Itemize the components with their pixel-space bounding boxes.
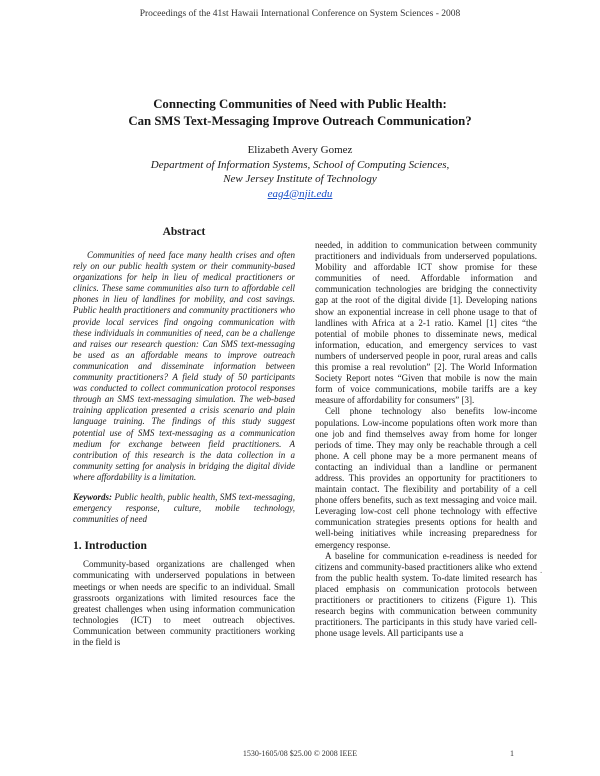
right-column — [315, 240, 537, 639]
paper-title — [40, 96, 560, 130]
author-email-link[interactable]: eag4@njit.edu — [267, 187, 333, 200]
keywords — [73, 492, 295, 525]
author-name: Elizabeth Avery Gomez — [247, 144, 353, 156]
section-heading-introduction: 1. Introduction — [73, 540, 147, 553]
right-paragraph-2: Cell phone technology also benefits low-income populations. Low-income populations often work more than one job and find themselves away from home for longer periods of time. They may only be reachable through a cell phone. A cell phone may be a more permanent means of contacting an individual than a landline or permanent address. This provides an opportunity for practitioners to maintain contact. The flexibility and portability of a cell phone offers benefits, such as text messaging and voice mail. Leveraging low-cost cell phone technology with effective communication strategies presents options for health and well-being initiatives while increasing preparedness for emergency response. — [315, 406, 537, 550]
intro-paragraph-1: Community-based organizations are challenged when communicating with underserved populations in between meetings or when needs are specific to an individual. Small grassroots organizations with limited resources face the greatest challenges when using information communication technologies (ICT) to meet outreach objectives. Communication between community practitioners working in the field is — [73, 559, 295, 647]
right-paragraph-3: A baseline for communication e-readiness is needed for citizens and community-based practitioners alike who extend from the public health system. To-date limited research has placed emphasis on communication protocols between practitioners or practitioners to citizens (Figure 1). This research begins with communication between community practitioners. The participants in this study have varied cell-phone usage levels. All participants use a — [315, 550, 537, 639]
keywords-label: Keywords: — [73, 491, 112, 502]
author-block — [40, 143, 560, 201]
abstract-heading: Abstract — [162, 226, 206, 238]
right-paragraph-1: needed, in addition to communication between community practitioners and individuals from underserved populations. Mobility and affordable ICT show promise for these communities of need. Affordable information and communication technologies are bridging the connectivity gap at the root of the digital divide [1]. Developing nations show an exponential increase in cell phone usage to that of landlines with Africa at a 2-1 ratio. Kamel [1] cites “the potential of mobile phones to disseminate news, medical information, education, and emergency services to vast numbers of underserved people in poor, rural areas and calls this promise a real revolution” [2]. The World Information Society Report notes “Given that mobile is now the main form of voice communications, mobile tariffs are a key measure of affordability for consumers” [3]. — [315, 240, 537, 406]
affiliation-line-2: New Jersey Institute of Technology — [223, 173, 377, 185]
title-line-2: Can SMS Text-Messaging Improve Outreach Communication? — [128, 114, 472, 128]
running-header: Proceedings of the 41st Hawaii International Conference on System Sciences - 2008 — [139, 9, 461, 19]
keywords-text: Public health, public health, SMS text-messaging, emergency response, culture, mobile technology, communities of need — [73, 491, 296, 525]
copyright-footer: 1530-1605/08 $25.00 © 2008 IEEE — [242, 749, 358, 758]
abstract-text: Communities of need face many health crises and often rely on our public health system or their community-based organizations for help in lieu of medical practitioners or clinics. These same communities also turn to affordable cell phones in lieu of landlines for mobility, and cost savings. Public health practitioners and community practitioners who provide local services find ongoing communication with these individuals in communities of need, can be a challenge and raises our research question: Can SMS text-messaging be used as an affordable means to improve outreach communication and disseminate information between community practitioners? A field study of 50 participants was conducted to collect communication protocol responses through an SMS text-messaging simulation. The web-based training application presented a crisis scenario and plain language training. The findings of this study suggest potential use of SMS text-messaging as a communication medium for exchange between field practitioners. A contribution of this research is the data collection in a community setting for analysis in bridging the digital divide where affordability is a limitation. — [73, 250, 295, 482]
affiliation-line-1: Department of Information Systems, School of Computing Sciences, — [150, 158, 450, 171]
page-number: 1 — [510, 749, 514, 758]
title-line-1: Connecting Communities of Need with Public Health: — [153, 97, 447, 111]
margin-mark: . — [540, 565, 543, 575]
left-column — [73, 250, 295, 648]
